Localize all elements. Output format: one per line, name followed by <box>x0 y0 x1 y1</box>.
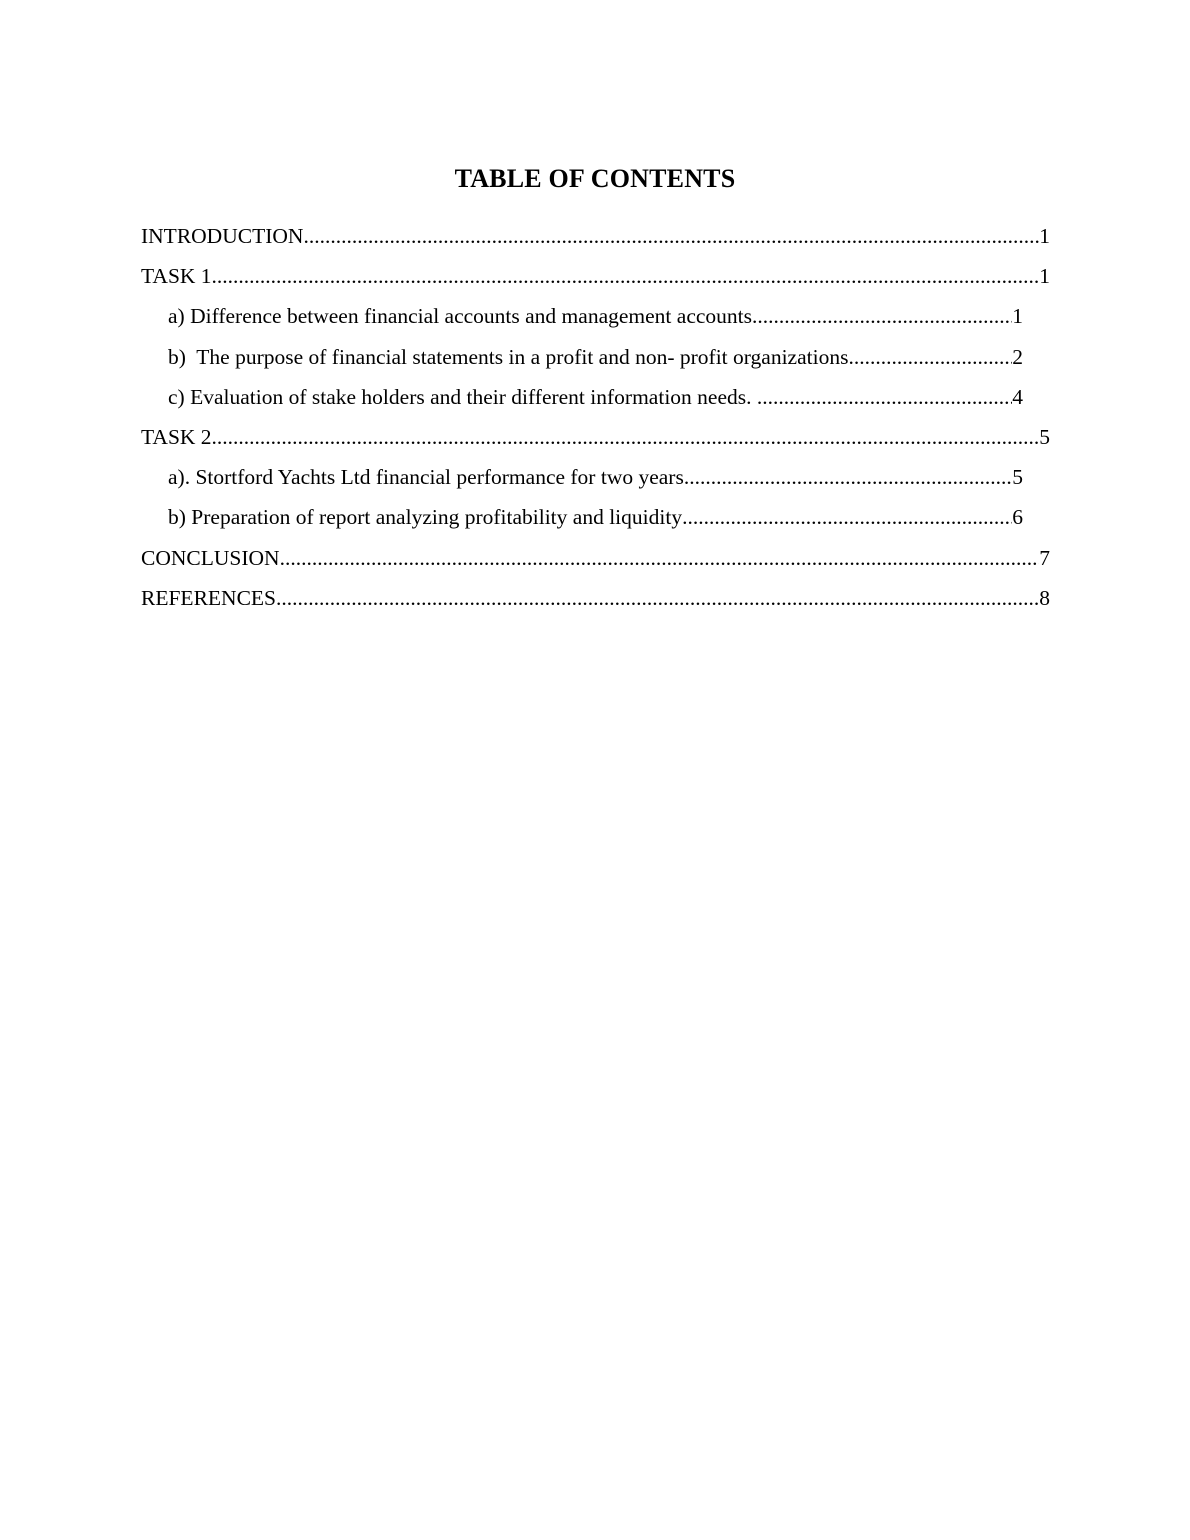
toc-dot-leader <box>682 501 1012 533</box>
toc-page-number: 2 <box>1012 344 1023 369</box>
toc-entry-label: TASK 2 <box>141 424 212 449</box>
toc-page-number: 6 <box>1012 505 1023 530</box>
toc-dot-leader <box>752 300 1012 332</box>
toc-entry-introduction[interactable] <box>141 220 1050 260</box>
toc-dot-leader <box>212 421 1040 453</box>
toc-entry-task-1[interactable] <box>141 260 1050 300</box>
toc-entry-label: TASK 1 <box>141 264 212 289</box>
toc-entry-label: a). Stortford Yachts Ltd financial performance for two years <box>168 465 684 490</box>
toc-page-number: 5 <box>1039 424 1050 449</box>
table-of-contents <box>141 220 1050 622</box>
toc-entry-label: INTRODUCTION <box>141 224 304 248</box>
toc-entry-label: b) The purpose of financial statements in a profit and non- profit organizations <box>168 344 849 369</box>
toc-entry-conclusion[interactable] <box>141 542 1050 582</box>
toc-page-number: 7 <box>1039 545 1050 570</box>
toc-entry-label: c) Evaluation of stake holders and their different information needs. <box>168 384 757 409</box>
toc-page-number: 8 <box>1039 585 1050 610</box>
toc-entry-label: CONCLUSION <box>141 545 280 570</box>
toc-dot-leader <box>280 542 1040 574</box>
toc-entry-label: b) Preparation of report analyzing profitability and liquidity <box>168 505 683 530</box>
toc-page-number: 1 <box>1012 304 1023 329</box>
toc-dot-leader <box>303 220 1039 252</box>
toc-entry-task-2[interactable] <box>141 421 1050 461</box>
toc-entry-label: a) Difference between financial accounts and management accounts <box>168 304 752 329</box>
toc-entry-task-1c[interactable] <box>168 381 1023 421</box>
toc-page-number: 1 <box>1039 224 1050 248</box>
toc-entry-label: REFERENCES <box>141 585 276 610</box>
toc-page-number: 4 <box>1012 384 1023 409</box>
toc-page-number: 5 <box>1012 465 1023 490</box>
toc-dot-leader <box>212 260 1040 292</box>
toc-entry-task-1a[interactable] <box>168 300 1023 340</box>
toc-page-number: 1 <box>1039 264 1050 289</box>
toc-entry-task-2b[interactable] <box>168 501 1023 541</box>
toc-entry-task-1b[interactable] <box>168 341 1023 381</box>
toc-dot-leader <box>757 381 1012 413</box>
toc-dot-leader <box>848 341 1012 373</box>
toc-entry-task-2a[interactable] <box>168 461 1023 501</box>
toc-dot-leader <box>276 582 1039 614</box>
toc-dot-leader <box>684 461 1012 493</box>
toc-entry-references[interactable] <box>141 582 1050 622</box>
page-title: TABLE OF CONTENTS <box>454 164 736 193</box>
